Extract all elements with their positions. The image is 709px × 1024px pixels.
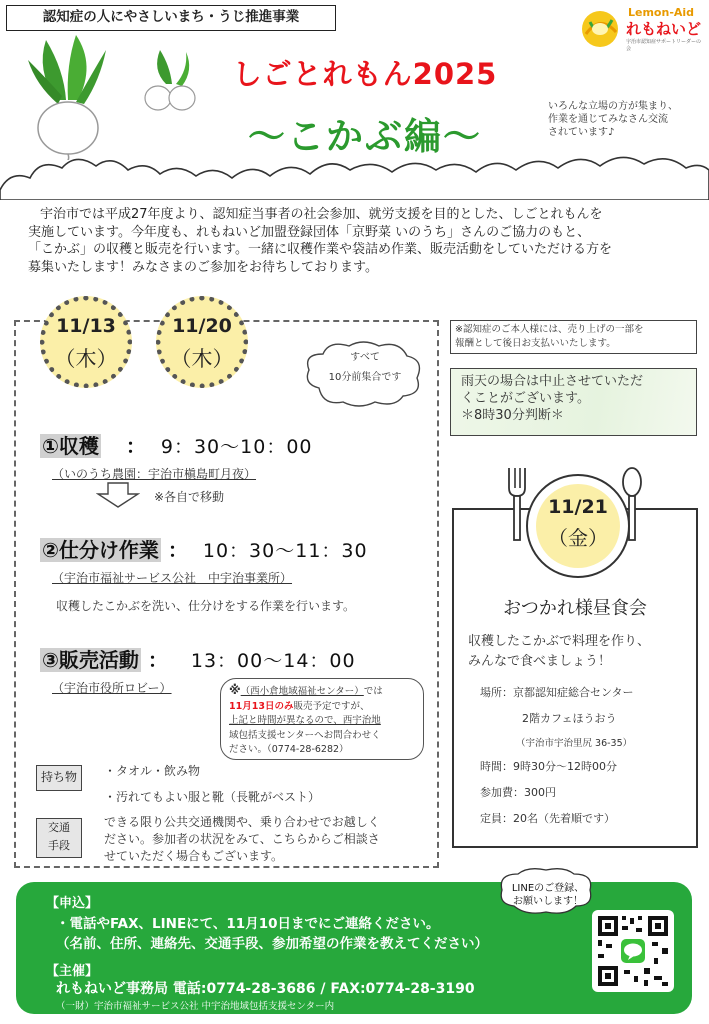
- step-harvest: ①収穫 ： 9：30〜10：00: [42, 434, 313, 458]
- org-sub: （一財）宇治市福祉サービス公社 中宇治地域包括支援センター内: [56, 1001, 335, 1012]
- down-arrow-icon: [96, 482, 140, 508]
- transport-tag: 交通 手段: [36, 818, 82, 858]
- lunch-address: （宇治市宇治里尻 36-35）: [516, 738, 633, 749]
- intro-text: 宇治市では平成27年度より、認知症当事者の社会参加、就労支援を目的とした、しごとれもんを 実施しています。今年度も、れもねいど加盟登録団体「京野菜 いのうち」さんのご協力のもと、 「こかぶ」の収穫と販売を行います。一緒に収穫作業や袋詰め作業、販売活動をしていただける方を 募集いたします！みなさまのご参加をお待ちしております。: [28, 207, 612, 275]
- lunch-title: おつかれ様昼食会: [503, 598, 647, 619]
- step-harvest-time: 9：30〜10：00: [160, 436, 313, 458]
- step-sales: ③販売活動 ： 13：00〜14：00: [42, 648, 356, 672]
- lunch-time: 時間：9時30分〜12時00分: [480, 760, 617, 773]
- fork-icon: [506, 466, 528, 542]
- apply-line-2: （名前、住所、連絡先、交通手段、参加希望の作業を教えてください）: [56, 936, 488, 952]
- step-sales-place: （宇治市役所ロビー）: [52, 681, 172, 695]
- cloud-border-icon: [0, 140, 709, 200]
- reward-note: ※認知症のご本人様には、売り上げの一部を 報酬として後日お支払いいたします。: [450, 320, 697, 354]
- date-badge-2: 11/20 （木）: [156, 296, 248, 388]
- cloud-divider: [0, 140, 709, 200]
- org-head: 【主催】: [46, 964, 99, 979]
- step-sorting-place: （宇治市福祉サービス公社 中宇治事業所）: [52, 571, 293, 585]
- belongings-item-2: ・汚れてもよい服と靴（長靴がベスト）: [104, 790, 321, 804]
- belongings-item-1: ・タオル・飲み物: [104, 764, 201, 778]
- rain-note: 雨天の場合は中止させていただ くことがございます。 ＊8時30分判断＊: [450, 368, 697, 436]
- sale-location-note: ※（西小倉地域福祉センター）では 11月13日のみ販売予定ですが、 上記と時間が異なるので、西宇治地 域包括支援センターへお問合わせく ださい。（0774-28-6282）: [220, 678, 424, 760]
- logo-jp: れもねいど: [626, 20, 702, 38]
- step-sorting: ②仕分け作業 ： 10：30〜11：30: [42, 538, 368, 562]
- apply-head: 【申込】: [46, 896, 99, 911]
- belongings-tag: 持ち物: [36, 765, 82, 791]
- small-turnip-illustration: [140, 48, 206, 118]
- step-sorting-time: 10：30〜11：30: [202, 540, 368, 562]
- org-line: れもねいど事務局 電話:0774-28-3686 / FAX:0774-28-3190: [56, 981, 475, 997]
- logo-sub: 宇治市認知症サポートリーダーの会: [626, 39, 702, 52]
- header-note: いろんな立場の方が集まり、 作業を通じてみなさん交流 されています♪: [548, 101, 678, 138]
- step-sales-time: 13：00〜14：00: [190, 650, 356, 672]
- gather-note: すべて 10分前集合です: [328, 352, 402, 383]
- line-qr-code[interactable]: [592, 910, 674, 992]
- lemon-aid-logo: [578, 4, 704, 54]
- apply-line-1: ・電話やFAX、LINEにて、11月10日までにご連絡ください。: [56, 916, 440, 932]
- lunch-capacity: 定員：20名（先着順です）: [480, 812, 615, 825]
- page-title: しごとれもん2025: [232, 57, 498, 91]
- date-badge-1: 11/13 （木）: [40, 296, 132, 388]
- lunch-date-badge: 11/21 （金）: [536, 484, 620, 568]
- transport-text: できる限り公共交通機関や、乗り合わせでお越しく ださい。参加者の状況をみて、こちらからご相談さ せていただく場合もございます。: [104, 815, 380, 863]
- logo-en: Lemon-Aid: [628, 6, 695, 19]
- step-sorting-label: ②仕分け作業: [42, 538, 159, 562]
- lunch-desc: 収穫したこかぶで料理を作り、 みんなで食べましょう！: [468, 634, 651, 669]
- lunch-place-line2: 2階カフェほうおう: [522, 712, 617, 725]
- page-subtitle: 〜こかぶ編〜: [248, 115, 482, 158]
- move-note: ※各自で移動: [154, 490, 225, 504]
- step-harvest-label: ①収穫: [42, 434, 99, 458]
- line-bubble-text: LINEのご登録、 お願いします！: [511, 883, 585, 907]
- step-sorting-desc: 収穫したこかぶを洗い、仕分けをする作業を行います。: [56, 599, 356, 613]
- qr-code-icon: [592, 910, 674, 992]
- lunch-place: 場所：京都認知症総合センター: [480, 686, 634, 699]
- step-harvest-place: （いのうち農園：宇治市槇島町月夜）: [52, 467, 257, 481]
- header-tag: 認知症の人にやさしいまち・うじ推進事業: [6, 5, 336, 31]
- step-sales-label: ③販売活動: [42, 648, 139, 672]
- small-turnip-icon: [140, 48, 206, 118]
- lunch-fee: 参加費：300円: [480, 786, 556, 799]
